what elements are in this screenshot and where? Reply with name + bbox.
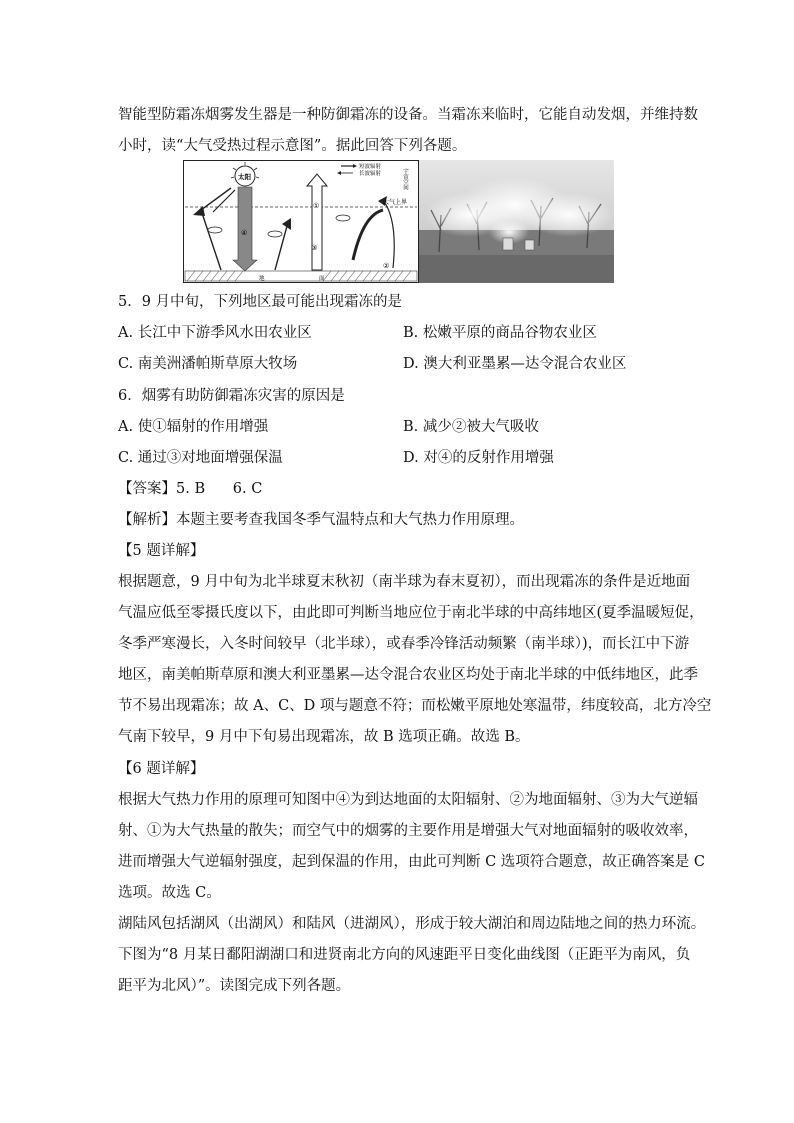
atmosphere-heating-diagram — [183, 160, 419, 283]
detail-5-line: 根据题意，9 月中旬为北半球夏末秋初（南半球为春末夏初），而出现霜冻的条件是近地面 — [118, 574, 691, 590]
q6-option-b: B. 减少②被大气吸收 — [403, 419, 539, 435]
detail-5-line: 地区，南美帕斯草原和澳大利亚墨累—达令混合农业区均处于南北半球的中低纬地区，此季 — [118, 667, 698, 683]
q5-option-b: B. 松嫩平原的商品谷物农业区 — [403, 325, 597, 341]
detail-6-line: 选项。故选 C。 — [118, 885, 221, 901]
intro-line-1: 智能型防霜冻烟雾发生器是一种防御霜冻的设备。当霜冻来临时，它能自动发烟，并维持数 — [118, 107, 698, 123]
detail-5-line: 节不易出现霜冻；故 A、C、D 项与题意不符；而松嫩平原地处寒温带，纬度较高，北方冷空 — [118, 698, 712, 714]
q6-option-a: A. 使①辐射的作用增强 — [118, 419, 269, 435]
intro-line-2: 小时，读“大气受热过程示意图”。据此回答下列各题。 — [118, 138, 467, 154]
atmo-label: 大气上界 — [383, 199, 408, 206]
sun-label: 太阳 — [238, 173, 251, 181]
answer-line: 【答案】5. B 6. C — [118, 481, 263, 497]
q6-option-d: D. 对④的反射作用增强 — [403, 450, 554, 466]
q5-option-c: C. 南美洲潘帕斯草原大牧场 — [118, 356, 298, 372]
lake-intro-line: 距平为北风）”。读图完成下列各题。 — [118, 978, 351, 994]
detail-5-line: 气南下较早，9 月中下旬易出现霜冻，故 B 选项正确。故选 B。 — [118, 729, 530, 745]
detail-5-line: 冬季严寒漫长，入冬时间较早（北半球），或春季冷锋活动频繁（南半球）)，而长江中下游 — [118, 636, 690, 652]
smoke-orchard-photo — [419, 160, 614, 283]
detail-6-line: 根据大气热力作用的原理可知图中④为到达地面的太阳辐射、②为地面辐射、③为大气逆辐 — [118, 792, 698, 808]
q6-stem: 6．烟雾有助防御霜冻灾害的原因是 — [118, 388, 345, 404]
label-3: ③ — [311, 244, 318, 252]
detail-6-line: 射、①为大气热量的散失；而空气中的烟雾的主要作用是增强大气对地面辐射的吸收效率， — [118, 823, 698, 839]
detail-5-line: 气温应低至零摄氏度以下，由此即可判断当地应位于南北半球的中高纬地区(夏季温暖短促， — [118, 605, 704, 621]
detail-5-title: 【5 题详解】 — [118, 543, 205, 559]
label-1: ① — [313, 202, 320, 210]
q6-option-c: C. 通过③对地面增强保温 — [118, 450, 283, 466]
analysis-line: 【解析】本题主要考查我国冬季气温特点和大气热力作用原理。 — [118, 512, 524, 528]
lake-intro-line: 湖陆风包括湖风（出湖风）和陆风（进湖风），形成于较大湖泊和周边陆地之间的热力环流。 — [118, 916, 706, 932]
space-label: 宇宙空间 — [402, 168, 408, 190]
ground-label-2: 面 — [319, 276, 325, 282]
q5-option-d: D. 澳大利亚墨累—达令混合农业区 — [403, 356, 627, 372]
label-4: ④ — [241, 229, 248, 237]
legend-short: 短波辐射 — [359, 164, 382, 170]
q5-stem: 5．9 月中旬，下列地区最可能出现霜冻的是 — [118, 294, 403, 310]
lake-intro-line: 下图为“8 月某日鄱阳湖湖口和进贤南北方向的风速距平日变化曲线图（正距平为南风，负 — [118, 947, 691, 963]
legend-long: 长波辐射 — [359, 171, 382, 177]
ground-label: 地 — [259, 276, 265, 282]
q5-option-a: A. 长江中下游季风水田农业区 — [118, 325, 312, 341]
detail-6-title: 【6 题详解】 — [118, 761, 205, 777]
label-2: ② — [383, 262, 390, 270]
detail-6-line: 进而增强大气逆辐射强度，起到保温的作用，由此可判断 C 选项符合题意，故正确答案是 C — [118, 854, 706, 870]
